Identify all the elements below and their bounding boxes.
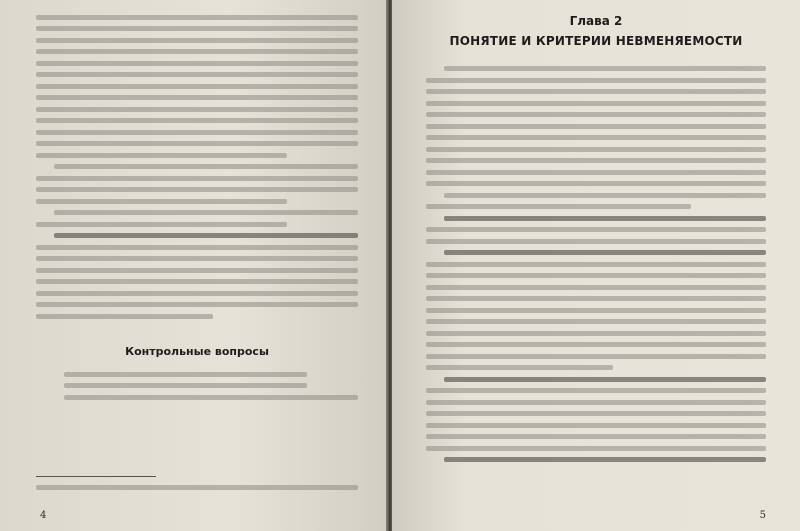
- right-page: [392, 0, 800, 531]
- page-number-left: 4: [40, 510, 47, 521]
- footnote-rule: [36, 476, 156, 477]
- left-page: [0, 0, 388, 531]
- right-body-text: [426, 66, 766, 462]
- section-heading: Контрольные вопросы: [125, 344, 269, 358]
- chapter-label: Глава 2: [569, 14, 623, 28]
- chapter-title: ПОНЯТИЕ И КРИТЕРИИ НЕВМЕНЯЕМОСТИ: [449, 34, 743, 48]
- page-number-right: 5: [759, 510, 766, 521]
- left-body-text: [36, 15, 358, 319]
- question-list: [46, 372, 358, 400]
- footnote: [36, 485, 358, 490]
